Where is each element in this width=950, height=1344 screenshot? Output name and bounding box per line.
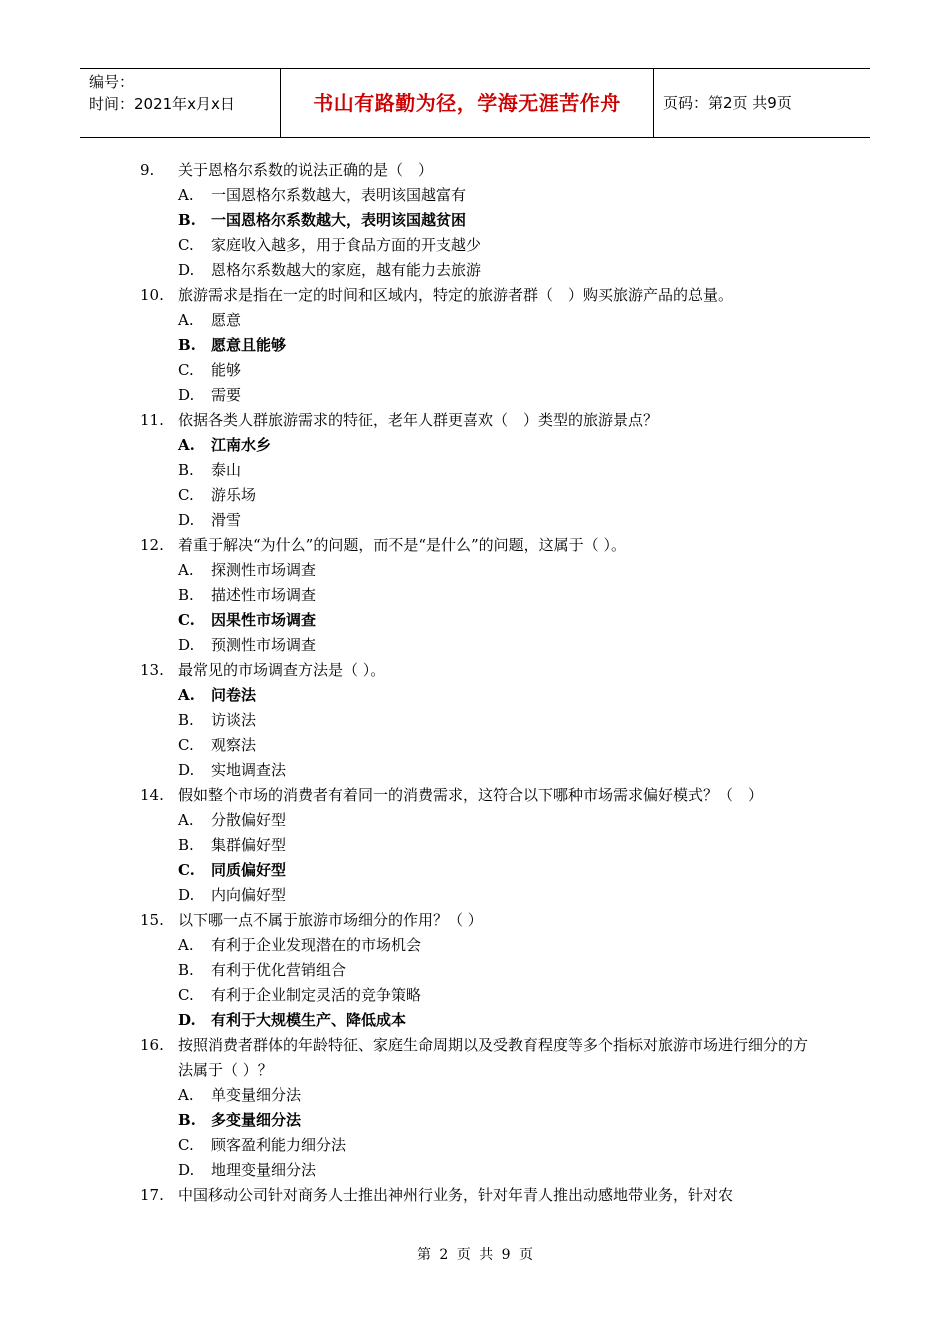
option-text: 描述性市场调查 <box>211 586 317 604</box>
question-text: 以下哪一点不属于旅游市场细分的作用？（ ） <box>178 911 483 929</box>
answer-option <box>140 808 820 833</box>
option-text: 家庭收入越多，用于食品方面的开支越少 <box>211 236 482 254</box>
answer-option <box>140 308 820 333</box>
answer-option <box>140 933 820 958</box>
answer-option <box>140 1158 820 1183</box>
answer-option <box>140 583 820 608</box>
question-text: 着重于解决“为什么”的问题，而不是“是什么”的问题，这属于（ ）。 <box>178 536 626 554</box>
option-letter: C. <box>178 486 194 504</box>
option-letter: D. <box>178 886 195 904</box>
option-letter: A. <box>178 311 194 329</box>
question-text: 假如整个市场的消费者有着同一的消费需求，这符合以下哪种市场需求偏好模式？（ ） <box>178 786 764 804</box>
answer-option-correct <box>140 1108 820 1133</box>
answer-option <box>140 883 820 908</box>
option-text: 分散偏好型 <box>211 811 287 829</box>
option-letter: C. <box>178 611 195 629</box>
option-text: 有利于优化营销组合 <box>211 961 347 979</box>
answer-option-correct <box>140 683 820 708</box>
answer-option <box>140 708 820 733</box>
option-text: 一国恩格尔系数越大，表明该国越贫困 <box>211 211 467 229</box>
question-number: 10. <box>140 286 164 304</box>
question-number: 16. <box>140 1036 164 1054</box>
option-letter: B. <box>178 961 194 979</box>
option-letter: A. <box>178 936 194 954</box>
question-item <box>140 283 820 308</box>
option-letter: B. <box>178 586 194 604</box>
answer-option-correct <box>140 333 820 358</box>
answer-option <box>140 833 820 858</box>
question-number: 11. <box>140 411 164 429</box>
answer-option <box>140 1083 820 1108</box>
option-letter: A. <box>178 186 194 204</box>
option-text: 有利于企业发现潜在的市场机会 <box>211 936 422 954</box>
answer-option <box>140 183 820 208</box>
question-number: 15. <box>140 911 164 929</box>
question-number: 14. <box>140 786 164 804</box>
page-footer: 第 2 页 共 9 页 <box>416 1247 534 1263</box>
answer-option <box>140 958 820 983</box>
option-letter: B. <box>178 336 196 354</box>
option-text: 探测性市场调查 <box>211 561 317 579</box>
option-letter: C. <box>178 861 195 879</box>
option-letter: A. <box>178 686 195 704</box>
option-letter: C. <box>178 736 194 754</box>
option-text: 顾客盈利能力细分法 <box>211 1136 347 1154</box>
question-number: 17. <box>140 1186 164 1204</box>
option-letter: C. <box>178 986 194 1004</box>
option-text: 恩格尔系数越大的家庭，越有能力去旅游 <box>211 261 482 279</box>
answer-option-correct <box>140 433 820 458</box>
question-item <box>140 908 820 933</box>
option-letter: B. <box>178 1111 196 1129</box>
question-item <box>140 533 820 558</box>
answer-option <box>140 633 820 658</box>
answer-option <box>140 358 820 383</box>
document-date-label: 时间：2021年x月x日 <box>89 95 235 113</box>
option-text: 游乐场 <box>211 486 257 504</box>
option-text: 多变量细分法 <box>211 1111 302 1129</box>
option-letter: A. <box>178 561 194 579</box>
option-letter: B. <box>178 711 194 729</box>
option-letter: C. <box>178 236 194 254</box>
option-text: 泰山 <box>211 461 242 479</box>
question-number: 12. <box>140 536 164 554</box>
option-text: 有利于企业制定灵活的竞争策略 <box>211 986 422 1004</box>
answer-option <box>140 733 820 758</box>
answer-option-correct <box>140 608 820 633</box>
header-meta-cell <box>80 69 281 137</box>
answer-option <box>140 483 820 508</box>
question-item <box>140 658 820 683</box>
option-letter: D. <box>178 261 195 279</box>
option-text: 有利于大规模生产、降低成本 <box>211 1011 407 1029</box>
option-text: 滑雪 <box>211 511 242 529</box>
question-text: 旅游需求是指在一定的时间和区域内，特定的旅游者群（ ）购买旅游产品的总量。 <box>178 286 734 304</box>
option-letter: A. <box>178 436 195 454</box>
question-text: 中国移动公司针对商务人士推出神州行业务，针对年青人推出动感地带业务，针对农 <box>178 1186 734 1204</box>
option-letter: B. <box>178 836 194 854</box>
answer-option <box>140 383 820 408</box>
answer-option <box>140 1133 820 1158</box>
answer-option-correct <box>140 1008 820 1033</box>
question-text: 最常见的市场调查方法是（ ）。 <box>178 661 386 679</box>
answer-option-correct <box>140 858 820 883</box>
document-number-label: 编号： <box>89 73 135 91</box>
option-text: 地理变量细分法 <box>211 1161 317 1179</box>
answer-option <box>140 508 820 533</box>
question-item <box>140 158 820 183</box>
answer-option <box>140 258 820 283</box>
option-letter: B. <box>178 461 194 479</box>
option-letter: C. <box>178 1136 194 1154</box>
option-text: 预测性市场调查 <box>211 636 317 654</box>
option-text: 访谈法 <box>211 711 257 729</box>
option-letter: D. <box>178 511 195 529</box>
header-page-cell <box>654 69 870 137</box>
question-text: 按照消费者群体的年龄特征、家庭生命周期以及受教育程度等多个指标对旅游市场进行细分的方法属于（ ）？ <box>178 1036 809 1079</box>
question-number: 13. <box>140 661 164 679</box>
answer-option-correct <box>140 208 820 233</box>
option-text: 愿意 <box>211 311 242 329</box>
option-text: 观察法 <box>211 736 257 754</box>
page-header <box>80 68 870 138</box>
option-text: 能够 <box>211 361 242 379</box>
option-text: 需要 <box>211 386 242 404</box>
option-letter: D. <box>178 636 195 654</box>
option-letter: C. <box>178 361 194 379</box>
answer-option <box>140 983 820 1008</box>
option-letter: A. <box>178 1086 194 1104</box>
question-text: 关于恩格尔系数的说法正确的是（ ） <box>178 161 434 179</box>
option-letter: D. <box>178 1161 195 1179</box>
option-text: 单变量细分法 <box>211 1086 302 1104</box>
option-letter: B. <box>178 211 196 229</box>
option-letter: D. <box>178 761 195 779</box>
question-item <box>140 1183 820 1208</box>
answer-option <box>140 558 820 583</box>
option-letter: A. <box>178 811 194 829</box>
option-text: 一国恩格尔系数越大，表明该国越富有 <box>211 186 467 204</box>
option-text: 实地调查法 <box>211 761 287 779</box>
question-list <box>140 158 820 1208</box>
option-text: 江南水乡 <box>211 436 272 454</box>
answer-option <box>140 233 820 258</box>
question-item <box>140 408 820 433</box>
question-item <box>140 783 820 808</box>
header-page-info: 页码：第2页 共9页 <box>663 94 792 112</box>
option-text: 问卷法 <box>211 686 257 704</box>
question-item <box>140 1033 820 1083</box>
option-text: 因果性市场调查 <box>211 611 317 629</box>
option-letter: D. <box>178 386 195 404</box>
header-motto-cell <box>281 69 654 137</box>
question-number: 9. <box>140 161 155 179</box>
header-motto: 书山有路勤为径，学海无涯苦作舟 <box>313 91 621 115</box>
option-text: 同质偏好型 <box>211 861 287 879</box>
answer-option <box>140 758 820 783</box>
question-text: 依据各类人群旅游需求的特征，老年人群更喜欢（ ）类型的旅游景点？ <box>178 411 659 429</box>
answer-option <box>140 458 820 483</box>
option-letter: D. <box>178 1011 196 1029</box>
option-text: 愿意且能够 <box>211 336 287 354</box>
option-text: 集群偏好型 <box>211 836 287 854</box>
option-text: 内向偏好型 <box>211 886 287 904</box>
